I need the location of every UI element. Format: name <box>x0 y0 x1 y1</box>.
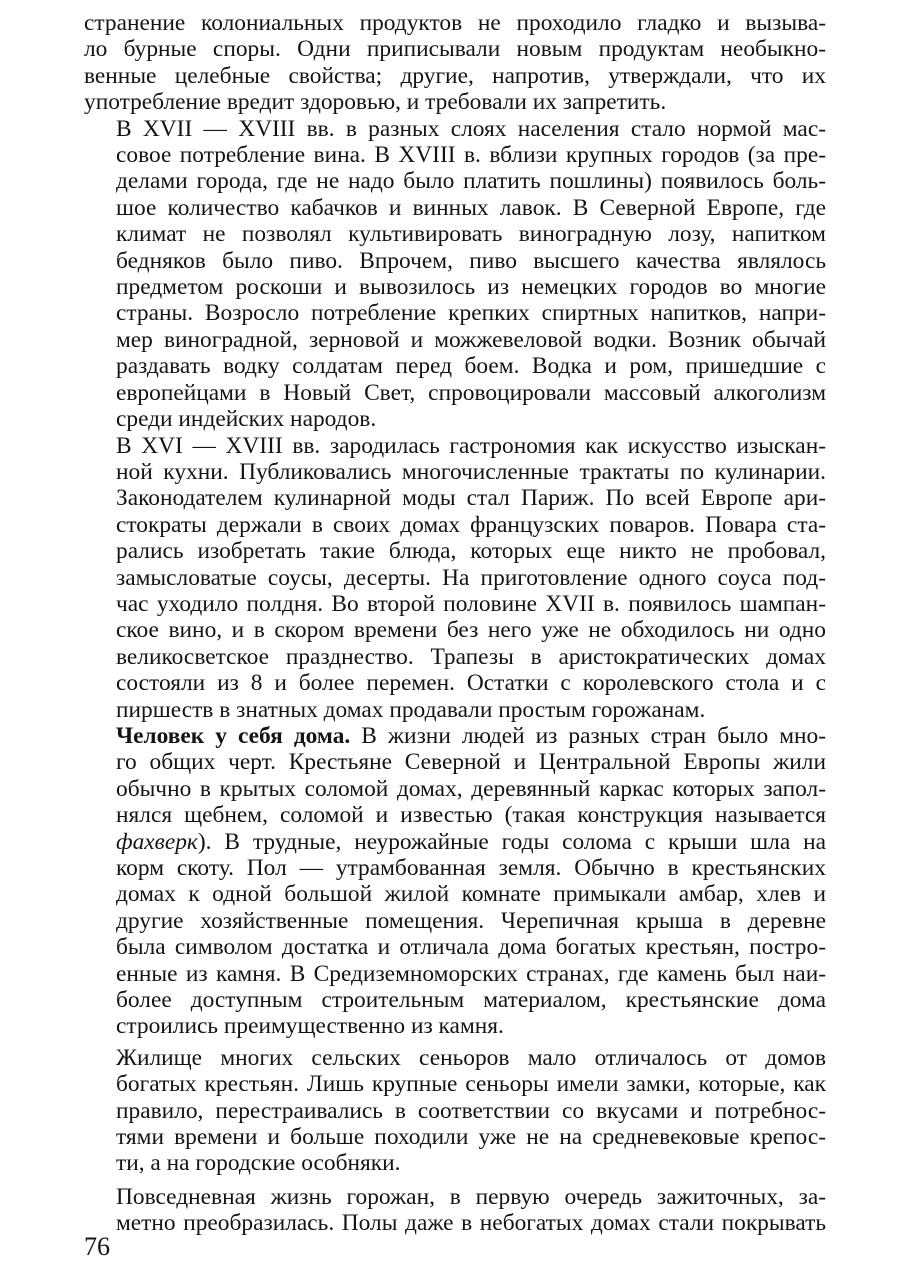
paragraph-colonial-products <box>84 10 826 116</box>
text-line: венные целебные свойства; другие, напротив, утверждали, что их <box>84 62 826 89</box>
text-line <box>84 723 826 749</box>
text-line: предметом роскоши и вывозилось из немецких городов во многие <box>116 274 826 301</box>
text-line: богатых крестьян. Лишь крупные сеньоры имели замки, которые, как <box>116 1071 826 1098</box>
text-line: обычно в крытых соломой домах, деревянный каркас которых запол- <box>116 775 826 802</box>
text-line: пиршеств в знатных домах продавали простым горожанам. <box>116 696 706 723</box>
text-line: корм скоту. Пол — утрамбованная земля. Обычно в крестьянских <box>116 855 826 881</box>
text-line: ло бурные споры. Одни приписывали новым продуктам необыкно- <box>84 36 826 63</box>
text-line: делами города, где не надо было платить пошлины) появилось боль- <box>116 168 826 195</box>
text-line: Повседневная жизнь горожан, в первую очередь зажиточных, за- <box>116 1183 826 1210</box>
text-line: великосветское празднество. Трапезы в аристократических домах <box>116 643 826 670</box>
text-line: климат не позволял культивировать виноградную лозу, напитком <box>116 221 826 248</box>
text-line: строились преимущественно из камня. <box>116 1013 504 1040</box>
page-text <box>84 10 826 1237</box>
text-line: страны. Возросло потребление крепких спиртных напитков, напри- <box>116 300 826 327</box>
text-line <box>84 829 826 855</box>
text-line: ти, а на городские особняки. <box>116 1150 401 1177</box>
text-line: нялся щебнем, соломой и известью (такая конструкция называется <box>116 802 826 829</box>
text-line: го общих черт. Крестьяне Северной и Центральной Европы жили <box>116 749 826 776</box>
text-fragment: ). В трудные, неурожайные годы солома с крыши шла на <box>197 828 826 855</box>
text-line: странение колониальных продуктов не проходило гладко и вызыва- <box>84 10 826 36</box>
paragraph-gastronomy <box>84 433 826 723</box>
text-line: енные из камня. В Средиземноморских странах, где камень был наи- <box>116 960 826 987</box>
text-line: ной кухни. Публиковались многочисленные трактаты по кулинарии. <box>116 458 826 485</box>
text-line: более доступным строительным материалом, крестьянские дома <box>116 987 826 1014</box>
paragraph-seigneurs <box>84 1045 826 1177</box>
term-fachwerk: фахверк <box>116 828 198 855</box>
section-heading: Человек у себя дома. <box>116 722 351 749</box>
text-line: тями времени и больше походили уже не на средневековые крепос- <box>116 1124 826 1151</box>
text-line: среди индейских народов. <box>116 406 377 433</box>
paragraph-townspeople <box>84 1184 826 1237</box>
text-line: стократы держали в своих домах французских поваров. Повара ста- <box>116 511 826 538</box>
text-line: совое потребление вина. В XVIII в. вблизи крупных городов (за пре- <box>116 142 826 169</box>
text-line: была символом достатка и отличала дома богатых крестьян, постро- <box>116 934 826 961</box>
paragraph-wine-consumption <box>84 116 826 433</box>
text-line: Законодателем кулинарной моды стал Париж. По всей Европе ари- <box>116 485 826 512</box>
text-line: ское вино, и в скором времени без него уже не обходилось ни одно <box>116 617 826 644</box>
text-line: замысловатые соусы, десерты. На приготовление одного соуса под- <box>116 564 826 591</box>
text-line: В XVII — XVIII вв. в разных слоях населения стало нормой мас- <box>116 115 826 142</box>
text-line: европейцами в Новый Свет, спровоцировали массовый алкоголизм <box>116 379 826 406</box>
paragraph-home-life <box>84 723 826 1040</box>
text-line: метно преобразилась. Полы даже в небогатых домах стали покрывать <box>116 1210 826 1237</box>
text-line: состояли из 8 и более перемен. Остатки с королевского стола и с <box>116 670 826 697</box>
text-line: мер виноградной, зерновой и можжевеловой водки. Возник обычай <box>116 326 826 353</box>
text-line: В XVI — XVIII вв. зародилась гастрономия как искусство изыскан- <box>116 432 826 459</box>
text-line: рались изобретать такие блюда, которых еще никто не пробовал, <box>116 538 826 565</box>
page-number: 76 <box>84 1232 110 1261</box>
text-line: другие хозяйственные помещения. Черепичная крыша в деревне <box>116 907 826 934</box>
text-line: употребление вредит здоровью, и требовали их запретить. <box>84 89 667 116</box>
text-line: раздавать водку солдатам перед боем. Водка и ром, пришедшие с <box>116 353 826 380</box>
text-line: бедняков было пиво. Впрочем, пиво высшего качества являлось <box>116 247 826 274</box>
text-line: домах к одной большой жилой комнате примыкали амбар, хлев и <box>116 881 826 908</box>
text-line: шое количество кабачков и винных лавок. В Северной Европе, где <box>116 194 826 221</box>
text-fragment: В жизни людей из разных стран было мно- <box>350 722 826 749</box>
text-line: час уходило полдня. Во второй половине XVII в. появилось шампан- <box>116 590 826 617</box>
text-line: Жилище многих сельских сеньоров мало отличалось от домов <box>116 1044 826 1071</box>
text-line: правило, перестраивались в соответствии со вкусами и потребнос- <box>116 1097 826 1124</box>
